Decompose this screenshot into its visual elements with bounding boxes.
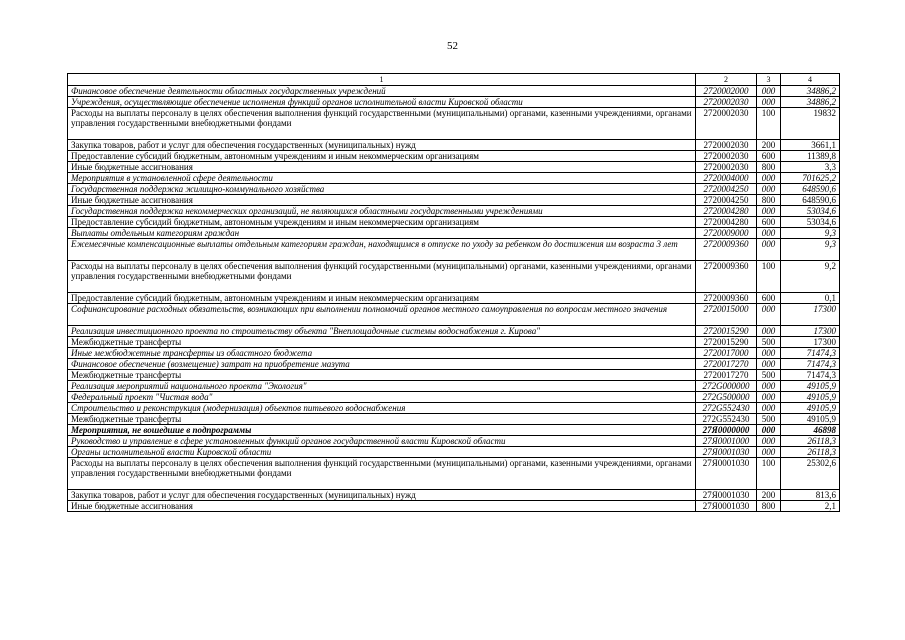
header-col-4: 4 bbox=[781, 74, 840, 86]
row-code: 27Я0000000 bbox=[696, 425, 757, 436]
row-type: 200 bbox=[757, 140, 781, 151]
table-row bbox=[68, 151, 840, 162]
table-row bbox=[68, 86, 840, 97]
row-code: 2720015290 bbox=[696, 326, 757, 337]
row-code: 2720002030 bbox=[696, 108, 757, 140]
row-code: 27Я0001030 bbox=[696, 490, 757, 501]
row-amount: 49105,9 bbox=[781, 381, 840, 392]
row-name: Межбюджетные трансферты bbox=[68, 414, 696, 425]
row-name: Реализация инвестиционного проекта по строительству объекта "Внеплощадочные системы водоснабжения г. Кирова" bbox=[68, 326, 696, 337]
row-code: 2720009000 bbox=[696, 228, 757, 239]
row-name: Иные бюджетные ассигнования bbox=[68, 195, 696, 206]
row-name: Предоставление субсидий бюджетным, автономным учреждениям и иным некоммерческим организациям bbox=[68, 293, 696, 304]
row-type: 000 bbox=[757, 184, 781, 195]
table-row bbox=[68, 425, 840, 436]
row-code: 2720002030 bbox=[696, 97, 757, 108]
row-type: 100 bbox=[757, 261, 781, 293]
row-type: 000 bbox=[757, 173, 781, 184]
row-type: 000 bbox=[757, 304, 781, 326]
row-type: 000 bbox=[757, 86, 781, 97]
row-code: 27Я0001030 bbox=[696, 458, 757, 490]
row-code: 2720004250 bbox=[696, 184, 757, 195]
table-header-row bbox=[68, 74, 840, 86]
row-amount: 0,1 bbox=[781, 293, 840, 304]
table-row bbox=[68, 184, 840, 195]
row-type: 000 bbox=[757, 447, 781, 458]
row-name: Выплаты отдельным категориям граждан bbox=[68, 228, 696, 239]
row-name: Финансовое обеспечение деятельности областных государственных учреждений bbox=[68, 86, 696, 97]
row-code: 2720009360 bbox=[696, 293, 757, 304]
table-row bbox=[68, 414, 840, 425]
row-type: 800 bbox=[757, 501, 781, 512]
budget-table bbox=[67, 73, 840, 512]
row-name: Государственная поддержка некоммерческих организаций, не являющихся областными государственными учреждениями bbox=[68, 206, 696, 217]
row-amount: 49105,9 bbox=[781, 392, 840, 403]
table-row bbox=[68, 173, 840, 184]
table-row bbox=[68, 436, 840, 447]
table-row bbox=[68, 337, 840, 348]
row-amount: 17300 bbox=[781, 326, 840, 337]
row-amount: 3,3 bbox=[781, 162, 840, 173]
row-type: 600 bbox=[757, 293, 781, 304]
row-name: Ежемесячные компенсационные выплаты отдельным категориям граждан, находящимся в отпуске по уходу за ребенком до достижения им возраста 3 лет bbox=[68, 239, 696, 261]
table-row bbox=[68, 228, 840, 239]
row-type: 000 bbox=[757, 348, 781, 359]
row-code: 2720004280 bbox=[696, 206, 757, 217]
row-amount: 9,2 bbox=[781, 261, 840, 293]
row-amount: 49105,9 bbox=[781, 403, 840, 414]
row-code: 2720017270 bbox=[696, 359, 757, 370]
table-row bbox=[68, 239, 840, 261]
row-type: 000 bbox=[757, 97, 781, 108]
row-code: 2720004250 bbox=[696, 195, 757, 206]
row-amount: 701625,2 bbox=[781, 173, 840, 184]
row-code: 2720004000 bbox=[696, 173, 757, 184]
row-type: 000 bbox=[757, 403, 781, 414]
table-row bbox=[68, 108, 840, 140]
table-row bbox=[68, 140, 840, 151]
row-type: 800 bbox=[757, 162, 781, 173]
row-amount: 9,3 bbox=[781, 228, 840, 239]
table-row bbox=[68, 293, 840, 304]
row-name: Предоставление субсидий бюджетным, автономным учреждениям и иным некоммерческим организациям bbox=[68, 217, 696, 228]
row-code: 2720004280 bbox=[696, 217, 757, 228]
row-name: Мероприятия, не вошедшие в подпрограммы bbox=[68, 425, 696, 436]
row-code: 2720002000 bbox=[696, 86, 757, 97]
row-type: 100 bbox=[757, 458, 781, 490]
row-name: Мероприятия в установленной сфере деятельности bbox=[68, 173, 696, 184]
table-row bbox=[68, 403, 840, 414]
row-code: 2720015290 bbox=[696, 337, 757, 348]
row-amount: 9,3 bbox=[781, 239, 840, 261]
row-type: 500 bbox=[757, 370, 781, 381]
row-amount: 53034,6 bbox=[781, 217, 840, 228]
row-amount: 19832 bbox=[781, 108, 840, 140]
row-type: 000 bbox=[757, 381, 781, 392]
row-code: 2720015000 bbox=[696, 304, 757, 326]
row-amount: 2,1 bbox=[781, 501, 840, 512]
row-name: Расходы на выплаты персоналу в целях обеспечения выполнения функций государственными (муниципальными) органами, казенными учреждениями, органами управления государственными внебюджетными фондами bbox=[68, 458, 696, 490]
row-amount: 3661,1 bbox=[781, 140, 840, 151]
table-row bbox=[68, 261, 840, 293]
row-code: 272G500000 bbox=[696, 392, 757, 403]
row-type: 000 bbox=[757, 239, 781, 261]
row-name: Финансовое обеспечение (возмещение) затрат на приобретение мазута bbox=[68, 359, 696, 370]
row-amount: 26118,3 bbox=[781, 447, 840, 458]
row-name: Учреждения, осуществляющие обеспечение исполнения функций органов исполнительной власти Кировской области bbox=[68, 97, 696, 108]
row-type: 000 bbox=[757, 206, 781, 217]
row-amount: 71474,3 bbox=[781, 370, 840, 381]
header-col-2: 2 bbox=[696, 74, 757, 86]
row-type: 000 bbox=[757, 326, 781, 337]
row-amount: 71474,3 bbox=[781, 348, 840, 359]
table-row bbox=[68, 326, 840, 337]
table-row bbox=[68, 359, 840, 370]
row-code: 2720017270 bbox=[696, 370, 757, 381]
row-code: 272G552430 bbox=[696, 403, 757, 414]
row-name: Руководство и управление в сфере установленных функций органов государственной власти Кировской области bbox=[68, 436, 696, 447]
row-code: 2720009360 bbox=[696, 261, 757, 293]
table-row bbox=[68, 392, 840, 403]
row-name: Строительство и реконструкция (модернизация) объектов питьевого водоснабжения bbox=[68, 403, 696, 414]
row-code: 27Я0001000 bbox=[696, 436, 757, 447]
row-amount: 648590,6 bbox=[781, 195, 840, 206]
table-row bbox=[68, 304, 840, 326]
table-row bbox=[68, 381, 840, 392]
row-amount: 17300 bbox=[781, 337, 840, 348]
row-code: 2720017000 bbox=[696, 348, 757, 359]
row-name: Закупка товаров, работ и услуг для обеспечения государственных (муниципальных) нужд bbox=[68, 490, 696, 501]
row-code: 2720002030 bbox=[696, 162, 757, 173]
row-amount: 17300 bbox=[781, 304, 840, 326]
row-type: 600 bbox=[757, 217, 781, 228]
row-code: 27Я0001030 bbox=[696, 501, 757, 512]
table-row bbox=[68, 370, 840, 381]
row-type: 500 bbox=[757, 337, 781, 348]
row-type: 000 bbox=[757, 425, 781, 436]
row-code: 27Я0001030 bbox=[696, 447, 757, 458]
row-name: Расходы на выплаты персоналу в целях обеспечения выполнения функций государственными (муниципальными) органами, казенными учреждениями, органами управления государственными внебюджетными фондами bbox=[68, 261, 696, 293]
page-number: 52 bbox=[447, 40, 458, 52]
row-type: 000 bbox=[757, 436, 781, 447]
row-name: Иные межбюджетные трансферты из областного бюджета bbox=[68, 348, 696, 359]
row-type: 500 bbox=[757, 414, 781, 425]
row-amount: 648590,6 bbox=[781, 184, 840, 195]
row-name: Государственная поддержка жилищно-коммунального хозяйства bbox=[68, 184, 696, 195]
row-amount: 813,6 bbox=[781, 490, 840, 501]
row-type: 800 bbox=[757, 195, 781, 206]
row-name: Федеральный проект "Чистая вода" bbox=[68, 392, 696, 403]
row-name: Закупка товаров, работ и услуг для обеспечения государственных (муниципальных) нужд bbox=[68, 140, 696, 151]
row-name: Межбюджетные трансферты bbox=[68, 337, 696, 348]
row-name: Расходы на выплаты персоналу в целях обеспечения выполнения функций государственными (муниципальными) органами, казенными учреждениями, органами управления государственными внебюджетными фондами bbox=[68, 108, 696, 140]
table-row bbox=[68, 195, 840, 206]
row-amount: 53034,6 bbox=[781, 206, 840, 217]
row-type: 100 bbox=[757, 108, 781, 140]
table-row bbox=[68, 490, 840, 501]
header-col-3: 3 bbox=[757, 74, 781, 86]
row-code: 2720009360 bbox=[696, 239, 757, 261]
table-row bbox=[68, 162, 840, 173]
table-row bbox=[68, 348, 840, 359]
row-amount: 26118,3 bbox=[781, 436, 840, 447]
table-row bbox=[68, 501, 840, 512]
row-type: 000 bbox=[757, 359, 781, 370]
row-amount: 11389,8 bbox=[781, 151, 840, 162]
row-amount: 71474,3 bbox=[781, 359, 840, 370]
row-amount: 34886,2 bbox=[781, 97, 840, 108]
row-name: Межбюджетные трансферты bbox=[68, 370, 696, 381]
row-name: Иные бюджетные ассигнования bbox=[68, 162, 696, 173]
table-row bbox=[68, 217, 840, 228]
row-amount: 34886,2 bbox=[781, 86, 840, 97]
row-amount: 25302,6 bbox=[781, 458, 840, 490]
table-row bbox=[68, 447, 840, 458]
row-amount: 49105,9 bbox=[781, 414, 840, 425]
row-type: 000 bbox=[757, 228, 781, 239]
row-type: 600 bbox=[757, 151, 781, 162]
row-type: 200 bbox=[757, 490, 781, 501]
table-row bbox=[68, 458, 840, 490]
row-name: Реализация мероприятий национального проекта "Экология" bbox=[68, 381, 696, 392]
row-code: 272G000000 bbox=[696, 381, 757, 392]
row-amount: 46898 bbox=[781, 425, 840, 436]
row-code: 2720002030 bbox=[696, 140, 757, 151]
row-type: 000 bbox=[757, 392, 781, 403]
row-name: Предоставление субсидий бюджетным, автономным учреждениям и иным некоммерческим организациям bbox=[68, 151, 696, 162]
table-row bbox=[68, 97, 840, 108]
row-name: Иные бюджетные ассигнования bbox=[68, 501, 696, 512]
table-row bbox=[68, 206, 840, 217]
row-name: Софинансирование расходных обязательств, возникающих при выполнении полномочий органов местного самоуправления по вопросам местного значения bbox=[68, 304, 696, 326]
row-code: 272G552430 bbox=[696, 414, 757, 425]
row-name: Органы исполнительной власти Кировской области bbox=[68, 447, 696, 458]
header-col-1: 1 bbox=[68, 74, 696, 86]
row-code: 2720002030 bbox=[696, 151, 757, 162]
